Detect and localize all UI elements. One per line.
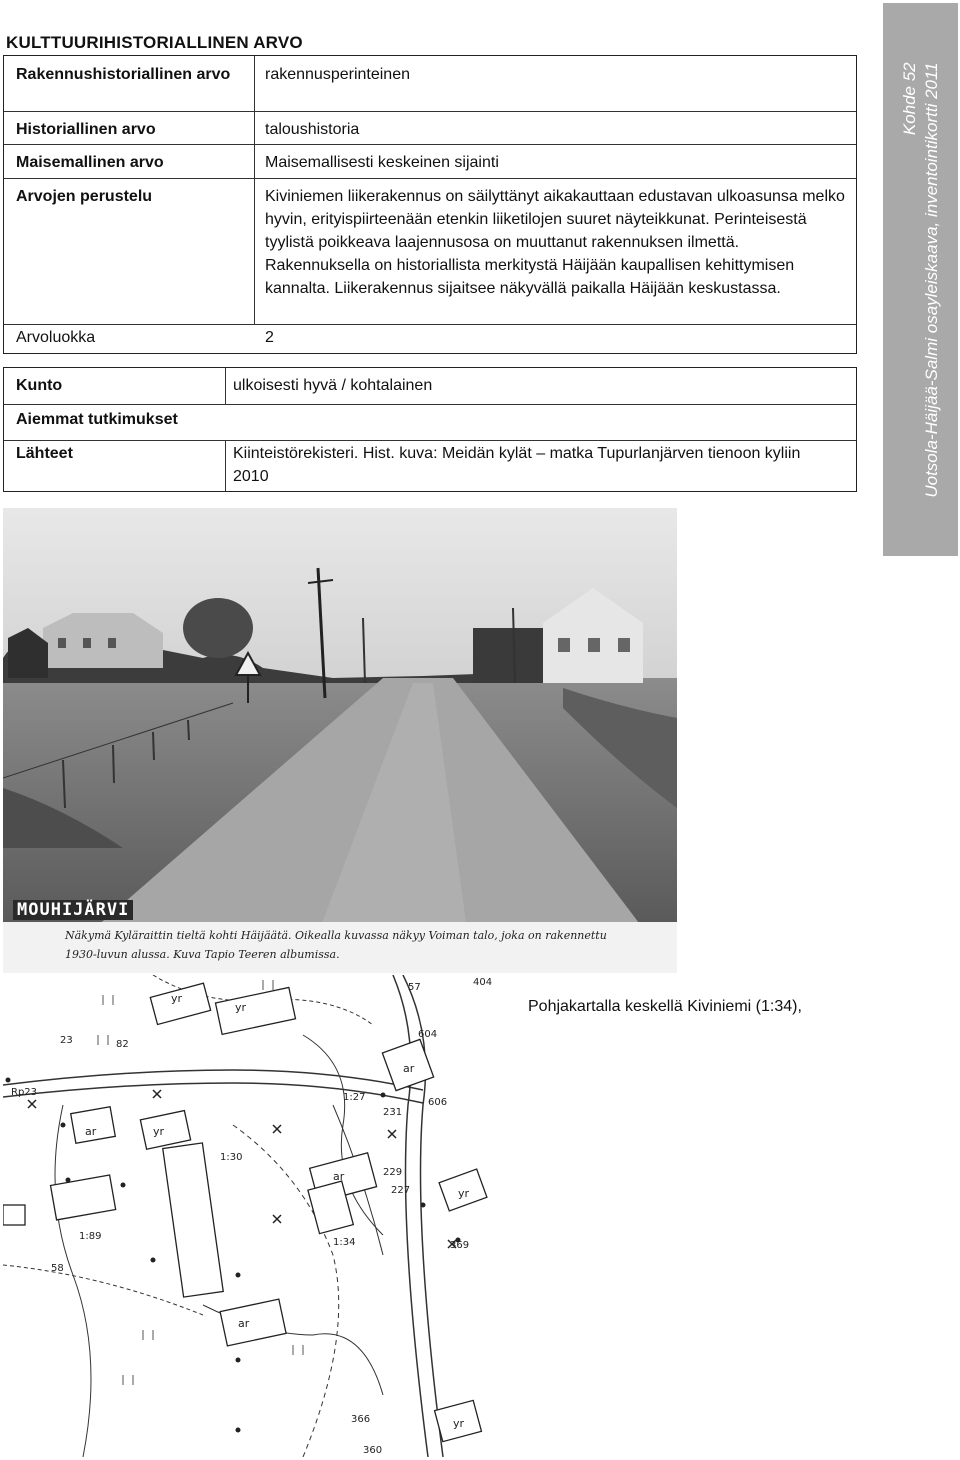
map-tag: yr [235, 1001, 247, 1014]
values-table [3, 55, 857, 354]
row-divider [4, 404, 856, 405]
photo-caption: Näkymä Kyläraittin tieltä kohti Häijäätä. Oikealla kuvassa näkyy Voiman talo, joka on rakennettu 1930-luvun alussa. Kuva Tapio Teeren albumissa. [65, 929, 607, 961]
row-value: rakennusperinteinen [265, 66, 410, 83]
map-tag: ar [238, 1317, 250, 1330]
map-number: 604 [418, 1029, 438, 1040]
map-number: Rp23 [11, 1087, 38, 1098]
sidebar-line-kohde: Kohde 52 [899, 61, 919, 135]
sidebar-banner [883, 3, 958, 556]
photo-stamp: MOUHIJÄRVI [13, 900, 133, 920]
map-label: Pohjakartalla keskellä Kiviniemi (1:34), [528, 998, 802, 1015]
row-value: Kiviniemen liikerakennus on säilyttänyt aikakauttaan edustavan ulkoasunsa melko hyvin, erityispiirteenään etenkin liiketilojen suuret näyteikkunat. Perinteisestä tyylistä poikkeava laajennusosa on muuttanut rakennuksen ilmettä. Rakennuksella on historiallista merkitystä Häijään kaupallisen kehittymisen kannalta. Liikerakennus sijaitsee näkyvällä paikalla Häijään keskustassa. [265, 188, 845, 297]
row-label: Kunto [16, 377, 63, 394]
map-number: 1:34 [333, 1237, 356, 1248]
row-divider [4, 324, 856, 325]
map-number: 82 [116, 1039, 129, 1050]
row-label: Rakennushistoriallinen arvo [16, 66, 231, 83]
photo-caption-area [3, 922, 677, 973]
map-number: 366 [351, 1414, 371, 1425]
row-label: Maisemallinen arvo [16, 154, 164, 171]
map-number: 360 [363, 1445, 383, 1456]
map-tag: ar [85, 1125, 97, 1138]
column-divider [225, 440, 226, 491]
map-number: 23 [60, 1035, 73, 1046]
base-map [3, 975, 505, 1457]
map-number: 231 [383, 1107, 403, 1118]
section-title: KULTTUURIHISTORIALLINEN ARVO [6, 33, 303, 52]
map-tag: yr [153, 1125, 165, 1138]
map-number: 1:30 [220, 1152, 243, 1163]
map-tag: yr [453, 1417, 465, 1430]
map-number: 58 [51, 1263, 64, 1274]
row-label: Historiallinen arvo [16, 121, 156, 138]
map-drawing [3, 975, 505, 1457]
map-number: 369 [450, 1240, 470, 1251]
map-number: 57 [408, 982, 421, 993]
map-number: 229 [383, 1167, 403, 1178]
row-label: Arvoluokka [16, 329, 96, 346]
map-tag: yr [171, 992, 183, 1005]
condition-table [3, 367, 857, 492]
map-tag: yr [458, 1187, 470, 1200]
sidebar-line-title: Uotsola-Häijää-Salmi osayleiskaava, inventointikortti 2011 [921, 61, 941, 498]
row-value: ulkoisesti hyvä / kohtalainen [233, 377, 433, 394]
map-number: 404 [473, 977, 493, 988]
column-divider [254, 56, 255, 324]
sidebar-text [899, 62, 943, 497]
map-number: 1:27 [343, 1092, 366, 1103]
row-label: Lähteet [16, 445, 73, 462]
row-value: Kiinteistörekisteri. Hist. kuva: Meidän kylät – matka Tupurlanjärven tienoon kyliin 2010 [233, 445, 801, 485]
map-number: 227 [391, 1185, 411, 1196]
historical-photo [3, 508, 677, 973]
row-divider [4, 178, 856, 179]
row-divider [4, 111, 856, 112]
row-value: Maisemallisesti keskeinen sijainti [265, 154, 499, 171]
row-value: 2 [265, 329, 274, 346]
map-number: 606 [428, 1097, 448, 1108]
map-tag: ar [403, 1062, 415, 1075]
row-value: taloushistoria [265, 121, 360, 138]
column-divider [225, 368, 226, 404]
map-number: 1:89 [79, 1231, 102, 1242]
row-divider [4, 440, 856, 441]
row-label: Arvojen perustelu [16, 188, 153, 205]
map-tag: ar [333, 1170, 345, 1183]
row-label: Aiemmat tutkimukset [16, 411, 178, 428]
row-divider [4, 144, 856, 145]
